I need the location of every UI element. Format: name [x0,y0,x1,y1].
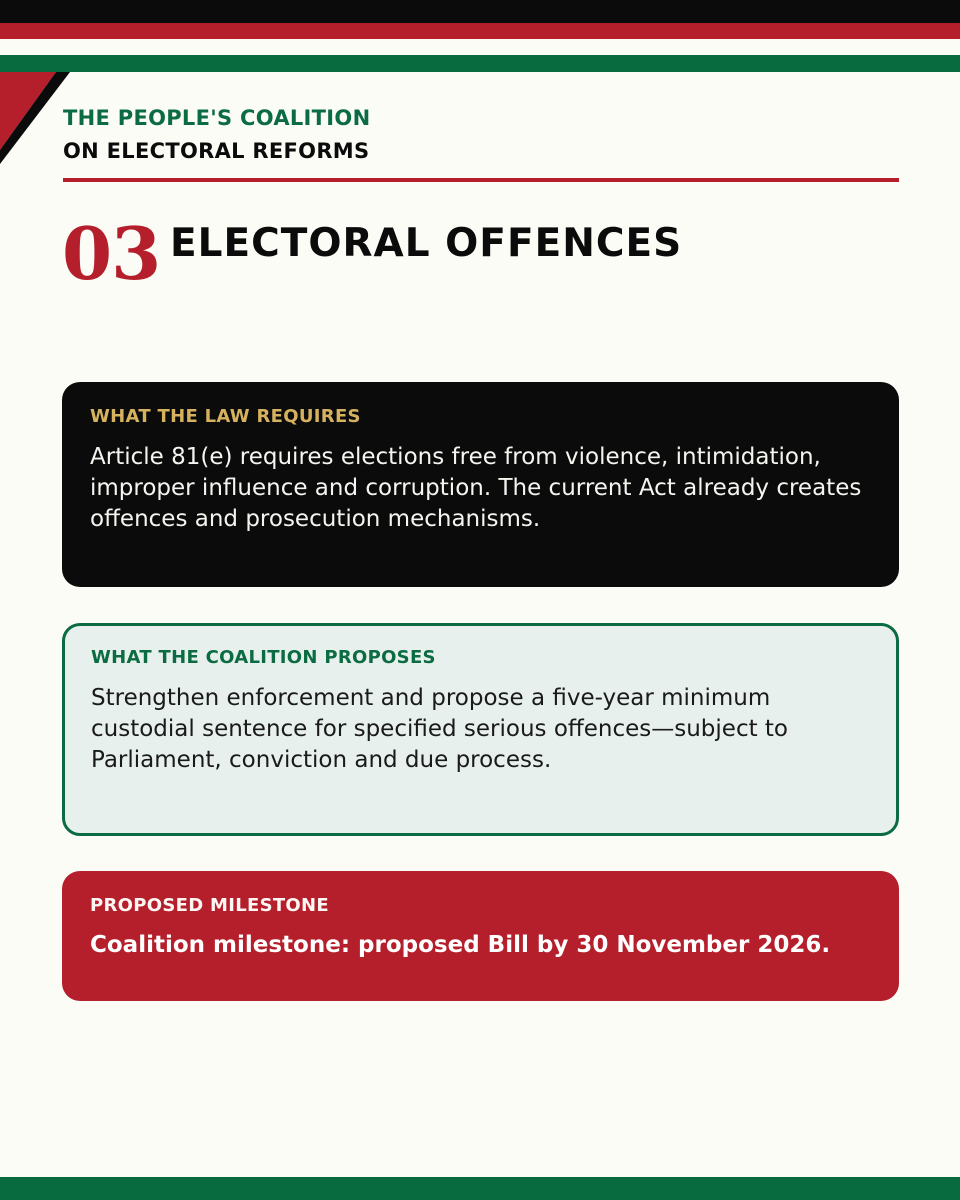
milestone-card-label: PROPOSED MILESTONE [90,895,329,916]
milestone-card [62,871,899,1001]
proposal-card-body: Strengthen enforcement and propose a five-year minimum custodial sentence for specified serious offences—subject to Parliament, conviction and due process. [91,685,789,773]
header-divider [63,178,899,182]
law-card-label: WHAT THE LAW REQUIRES [90,406,361,427]
footer-stripe-green [0,1177,960,1200]
milestone-card-text: Coalition milestone: proposed Bill by 30 November 2026. [90,932,831,958]
org-name-line1: THE PEOPLE'S COALITION [63,106,371,130]
section-title: ELECTORAL OFFENCES [170,221,683,266]
flag-stripe-white [0,39,960,55]
law-requirements-card [62,382,899,587]
proposal-card-label: WHAT THE COALITION PROPOSES [91,647,436,668]
coalition-proposal-card [62,623,899,836]
flag-stripe-green [0,55,960,72]
flag-stripe-black [0,0,960,23]
law-card-body: Article 81(e) requires elections free from violence, intimidation, improper influence and corruption. The current Act already creates offences and prosecution mechanisms. [90,444,862,532]
org-name-line2: ON ELECTORAL REFORMS [63,139,370,163]
section-number: 03 [62,211,161,296]
flag-stripe-red [0,23,960,39]
